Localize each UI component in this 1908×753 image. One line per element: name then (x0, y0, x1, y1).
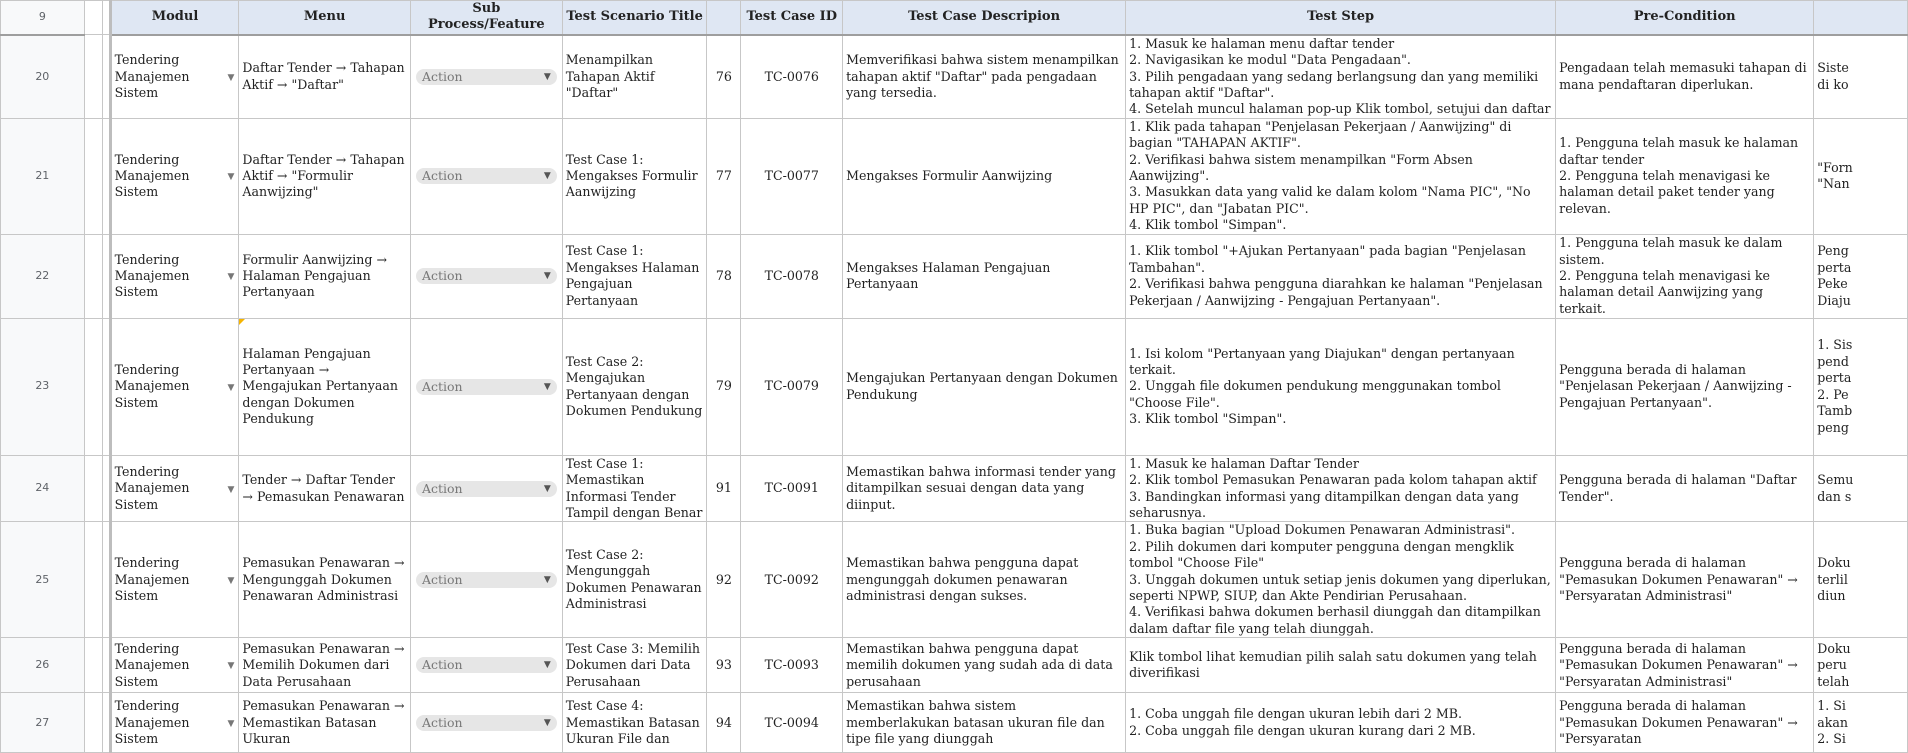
cell-test-scenario-title[interactable]: Test Case 2: Mengajukan Pertanyaan dengan Dokumen Pendukung (562, 318, 707, 455)
cell-number[interactable]: 91 (707, 455, 741, 522)
action-dropdown[interactable] (416, 268, 557, 284)
cell-test-case-description[interactable]: Memastikan bahwa pengguna dapat mengunggah dokumen penawaran administrasi dengan sukses. (843, 522, 1126, 638)
chevron-down-icon: ▼ (543, 483, 551, 494)
cell-modul[interactable] (110, 693, 239, 753)
action-dropdown-value: Action (421, 657, 463, 673)
header-test-scenario-title[interactable]: Test Scenario Title (562, 1, 707, 35)
action-dropdown-value: Action (421, 480, 463, 496)
cell-overflow[interactable]: "Forn "Nan (1814, 118, 1908, 234)
cell-test-case-description[interactable]: Mengakses Formulir Aanwijzing (843, 118, 1126, 234)
cell-modul[interactable] (110, 522, 239, 638)
cell-sub-process[interactable] (410, 118, 562, 234)
modul-text: Tendering Manajemen Sistem (114, 463, 190, 512)
modul-text: Tendering Manajemen Sistem (114, 151, 190, 200)
header-test-case-description[interactable]: Test Case Descripion (843, 1, 1126, 35)
cell-sub-process[interactable] (410, 693, 562, 753)
action-dropdown-value: Action (421, 378, 463, 394)
cell-test-case-id[interactable]: TC-0078 (741, 234, 843, 318)
header-test-step[interactable]: Test Step (1126, 1, 1556, 35)
cell-test-scenario-title[interactable]: Test Case 4: Memastikan Batasan Ukuran File dan (562, 693, 707, 753)
action-dropdown-value: Action (421, 714, 463, 730)
cell-test-case-id[interactable]: TC-0094 (741, 693, 843, 753)
cell-test-case-id[interactable]: TC-0091 (741, 455, 843, 522)
cell-menu[interactable]: Daftar Tender → Tahapan Aktif → "Daftar" (239, 35, 411, 119)
cell-test-case-description[interactable]: Mengajukan Pertanyaan dengan Dokumen Pendukung (843, 318, 1126, 455)
cell-overflow[interactable]: Doku terlil diun (1814, 522, 1908, 638)
cell-pre-condition[interactable]: 1. Pengguna telah masuk ke halaman daftar tender 2. Pengguna telah menavigasi ke halaman detail paket tender yang relevan. (1556, 118, 1814, 234)
cell-sub-process[interactable] (410, 234, 562, 318)
header-menu[interactable]: Menu (239, 1, 411, 35)
cell-test-step[interactable]: 1. Buka bagian "Upload Dokumen Penawaran Administrasi". 2. Pilih dokumen dari komputer pengguna dengan mengklik tombol "Choose File" 3. Unggah dokumen untuk setiap jenis dokumen yang diperlukan, seperti NPWP, SIUP, dan Akte Pendirian Perusahaan. 4. Verifikasi bahwa dokumen berhasil diunggah dan ditampilkan dalam daftar file yang telah diunggah. (1126, 522, 1556, 638)
chevron-down-icon: ▼ (543, 381, 551, 392)
cell-test-case-description[interactable]: Memastikan bahwa pengguna dapat memilih dokumen yang sudah ada di data perusahaan (843, 638, 1126, 693)
table-row (1, 234, 1908, 318)
cell-pre-condition[interactable]: Pengguna berada di halaman "Pemasukan Dokumen Penawaran" → "Persyaratan Administrasi" (1556, 522, 1814, 638)
action-dropdown[interactable] (416, 572, 557, 588)
chevron-down-icon[interactable]: ▼ (227, 382, 235, 393)
action-dropdown[interactable] (416, 168, 557, 184)
cell-sub-process[interactable] (410, 35, 562, 119)
action-dropdown-value: Action (421, 68, 463, 84)
modul-text: Tendering Manajemen Sistem (114, 698, 190, 747)
cell-modul[interactable] (110, 638, 239, 693)
cell-modul[interactable] (110, 118, 239, 234)
cell-overflow[interactable]: Peng perta Peke Diaju (1814, 234, 1908, 318)
row-header[interactable]: 9 (1, 1, 85, 35)
action-dropdown[interactable] (416, 69, 557, 85)
cell-overflow[interactable]: 1. Si akan 2. Si (1814, 693, 1908, 753)
cell-test-case-id[interactable]: TC-0093 (741, 638, 843, 693)
action-dropdown[interactable] (416, 715, 557, 731)
cell-number[interactable]: 94 (707, 693, 741, 753)
cell-test-scenario-title[interactable]: Test Case 1: Mengakses Halaman Pengajuan Pertanyaan (562, 234, 707, 318)
comment-marker-icon[interactable] (239, 319, 245, 325)
chevron-down-icon: ▼ (543, 171, 551, 182)
chevron-down-icon[interactable]: ▼ (227, 718, 235, 729)
row-number[interactable]: 26 (1, 638, 85, 693)
cell-pre-condition[interactable]: Pengguna berada di halaman "Pemasukan Dokumen Penawaran" → "Persyaratan Administrasi" (1556, 638, 1814, 693)
action-dropdown-value: Action (421, 268, 463, 284)
action-dropdown[interactable] (416, 657, 557, 673)
cell-modul[interactable] (110, 455, 239, 522)
row-number[interactable]: 24 (1, 455, 85, 522)
cell-test-scenario-title[interactable]: Test Case 2: Mengunggah Dokumen Penawaran Administrasi (562, 522, 707, 638)
cell-overflow[interactable]: Doku peru telah (1814, 638, 1908, 693)
row-number[interactable]: 23 (1, 318, 85, 455)
chevron-down-icon[interactable]: ▼ (227, 72, 235, 83)
cell-menu[interactable]: Pemasukan Penawaran → Memilih Dokumen dari Data Perusahaan (239, 638, 411, 693)
cell-number[interactable]: 77 (707, 118, 741, 234)
cell-pre-condition[interactable]: Pengguna berada di halaman "Daftar Tender". (1556, 455, 1814, 522)
chevron-down-icon: ▼ (543, 271, 551, 282)
cell-overflow[interactable]: Semu dan s (1814, 455, 1908, 522)
cell-test-step[interactable]: 1. Klik pada tahapan "Penjelasan Pekerjaan / Aanwijzing" di bagian "TAHAPAN AKTIF". 2. Verifikasi bahwa sistem menampilkan "Form Absen Aanwijzing". 3. Masukkan data yang valid ke dalam kolom "Nama PIC", "No HP PIC", dan "Jabatan PIC". 4. Klik tombol "Simpan". (1126, 118, 1556, 234)
cell-sub-process[interactable] (410, 638, 562, 693)
modul-text: Tendering Manajemen Sistem (114, 251, 190, 300)
cell-test-step[interactable]: Klik tombol lihat kemudian pilih salah satu dokumen yang telah diverifikasi (1126, 638, 1556, 693)
cell-test-scenario-title[interactable]: Test Case 1: Mengakses Formulir Aanwijzing (562, 118, 707, 234)
header-overflow[interactable] (1814, 1, 1908, 35)
header-pre-condition[interactable]: Pre-Condition (1556, 1, 1814, 35)
cell-pre-condition[interactable]: Pengadaan telah memasuki tahapan di mana pendaftaran diperlukan. (1556, 35, 1814, 119)
cell-pre-condition[interactable]: Pengguna berada di halaman "Penjelasan Pekerjaan / Aanwijzing - Pengajuan Pertanyaan". (1556, 318, 1814, 455)
chevron-down-icon[interactable]: ▼ (227, 272, 235, 283)
cell-sub-process[interactable] (410, 318, 562, 455)
cell-test-step[interactable]: 1. Masuk ke halaman menu daftar tender 2. Navigasikan ke modul "Data Pengadaan". 3. Pilih pengadaan yang sedang berlangsung dan yang memiliki tahapan aktif "Daftar". 4. Setelah muncul halaman pop-up Klik tombol, setujui dan daftar (1126, 35, 1556, 119)
modul-text: Tendering Manajemen Sistem (114, 52, 190, 101)
modul-text: Tendering Manajemen Sistem (114, 555, 190, 604)
table-row (1, 455, 1908, 522)
table-row (1, 638, 1908, 693)
cell-modul[interactable] (110, 35, 239, 119)
table-row (1, 318, 1908, 455)
row-number[interactable]: 22 (1, 234, 85, 318)
header-modul[interactable]: Modul (110, 1, 239, 35)
cell-modul[interactable] (110, 234, 239, 318)
table-row (1, 118, 1908, 234)
chevron-down-icon: ▼ (543, 717, 551, 728)
header-number[interactable] (707, 1, 741, 35)
cell-number[interactable]: 79 (707, 318, 741, 455)
cell-test-case-description[interactable]: Memverifikasi bahwa sistem menampilkan tahapan aktif "Daftar" pada pengadaan yang tersedia. (843, 35, 1126, 119)
cell-test-step[interactable]: 1. Klik tombol "+Ajukan Pertanyaan" pada bagian "Penjelasan Tambahan". 2. Verifikasi bahwa pengguna diarahkan ke halaman "Penjelasan Pekerjaan / Aanwijzing - Pengajuan Pertanyaan". (1126, 234, 1556, 318)
cell-pre-condition[interactable]: 1. Pengguna telah masuk ke dalam sistem. 2. Pengguna telah menavigasi ke halaman detail Aanwijzing yang terkait. (1556, 234, 1814, 318)
table-row (1, 522, 1908, 638)
chevron-down-icon: ▼ (543, 574, 551, 585)
cell-test-step[interactable]: 1. Isi kolom "Pertanyaan yang Diajukan" dengan pertanyaan terkait. 2. Unggah file dokumen pendukung menggunakan tombol "Choose File". 3. Klik tombol "Simpan". (1126, 318, 1556, 455)
header-row (1, 1, 1908, 35)
modul-text: Tendering Manajemen Sistem (114, 640, 190, 689)
cell-sub-process[interactable] (410, 522, 562, 638)
table-row (1, 693, 1908, 753)
cell-number[interactable]: 76 (707, 35, 741, 119)
header-test-case-id[interactable]: Test Case ID (741, 1, 843, 35)
cell-test-case-description[interactable]: Mengakses Halaman Pengajuan Pertanyaan (843, 234, 1126, 318)
cell-menu[interactable]: Daftar Tender → Tahapan Aktif → "Formulir Aanwijzing" (239, 118, 411, 234)
cell-test-case-description[interactable]: Memastikan bahwa informasi tender yang ditampilkan sesuai dengan data yang diinput. (843, 455, 1126, 522)
cell-test-scenario-title[interactable]: Test Case 1: Memastikan Informasi Tender Tampil dengan Benar (562, 455, 707, 522)
cell-modul[interactable] (110, 318, 239, 455)
row-number[interactable]: 25 (1, 522, 85, 638)
cell-test-scenario-title[interactable]: Test Case 3: Memilih Dokumen dari Data Perusahaan (562, 638, 707, 693)
cell-overflow[interactable]: 1. Sis pend perta 2. Pe Tamb peng (1814, 318, 1908, 455)
chevron-down-icon[interactable]: ▼ (227, 661, 235, 672)
cell-menu[interactable]: Tender → Daftar Tender → Pemasukan Penawaran (239, 455, 411, 522)
cell-menu[interactable]: Pemasukan Penawaran → Memastikan Batasan Ukuran (239, 693, 411, 753)
cell-test-scenario-title[interactable]: Menampilkan Tahapan Aktif "Daftar" (562, 35, 707, 119)
cell-menu[interactable]: Halaman Pengajuan Pertanyaan → Mengajukan Pertanyaan dengan Dokumen Pendukung (239, 318, 411, 455)
cell-test-case-id[interactable]: TC-0092 (741, 522, 843, 638)
action-dropdown-value: Action (421, 168, 463, 184)
chevron-down-icon[interactable]: ▼ (227, 172, 235, 183)
modul-text: Tendering Manajemen Sistem (114, 362, 190, 410)
chevron-down-icon: ▼ (543, 71, 551, 82)
cell-test-case-id[interactable]: TC-0079 (741, 318, 843, 455)
action-dropdown[interactable] (416, 481, 557, 497)
row-number[interactable]: 20 (1, 35, 85, 119)
cell-number[interactable]: 78 (707, 234, 741, 318)
cell-test-step[interactable]: 1. Coba unggah file dengan ukuran lebih dari 2 MB. 2. Coba unggah file dengan ukuran kurang dari 2 MB. (1126, 693, 1556, 753)
row-number[interactable]: 21 (1, 118, 85, 234)
action-dropdown-value: Action (421, 571, 463, 587)
cell-test-case-description[interactable]: Memastikan bahwa sistem memberlakukan batasan ukuran file dan tipe file yang diunggah (843, 693, 1126, 753)
cell-menu[interactable]: Pemasukan Penawaran → Mengunggah Dokumen Penawaran Administrasi (239, 522, 411, 638)
cell-test-case-id[interactable]: TC-0076 (741, 35, 843, 119)
table-row (1, 35, 1908, 119)
chevron-down-icon[interactable]: ▼ (227, 484, 235, 495)
row-number[interactable]: 27 (1, 693, 85, 753)
chevron-down-icon[interactable]: ▼ (227, 575, 235, 586)
cell-sub-process[interactable] (410, 455, 562, 522)
action-dropdown[interactable] (416, 379, 557, 395)
cell-test-case-id[interactable]: TC-0077 (741, 118, 843, 234)
cell-pre-condition[interactable]: Pengguna berada di halaman "Pemasukan Dokumen Penawaran" → "Persyaratan (1556, 693, 1814, 753)
cell-number[interactable]: 93 (707, 638, 741, 693)
cell-menu[interactable]: Formulir Aanwijzing → Halaman Pengajuan Pertanyaan (239, 234, 411, 318)
cell-overflow[interactable]: Siste di ko (1814, 35, 1908, 119)
header-sub-process[interactable]: Sub Process/Feature (410, 1, 562, 35)
cell-test-step[interactable]: 1. Masuk ke halaman Daftar Tender 2. Klik tombol Pemasukan Penawaran pada kolom tahapan aktif 3. Bandingkan informasi yang ditampilkan dengan data yang seharusnya. (1126, 455, 1556, 522)
chevron-down-icon: ▼ (543, 660, 551, 671)
cell-number[interactable]: 92 (707, 522, 741, 638)
